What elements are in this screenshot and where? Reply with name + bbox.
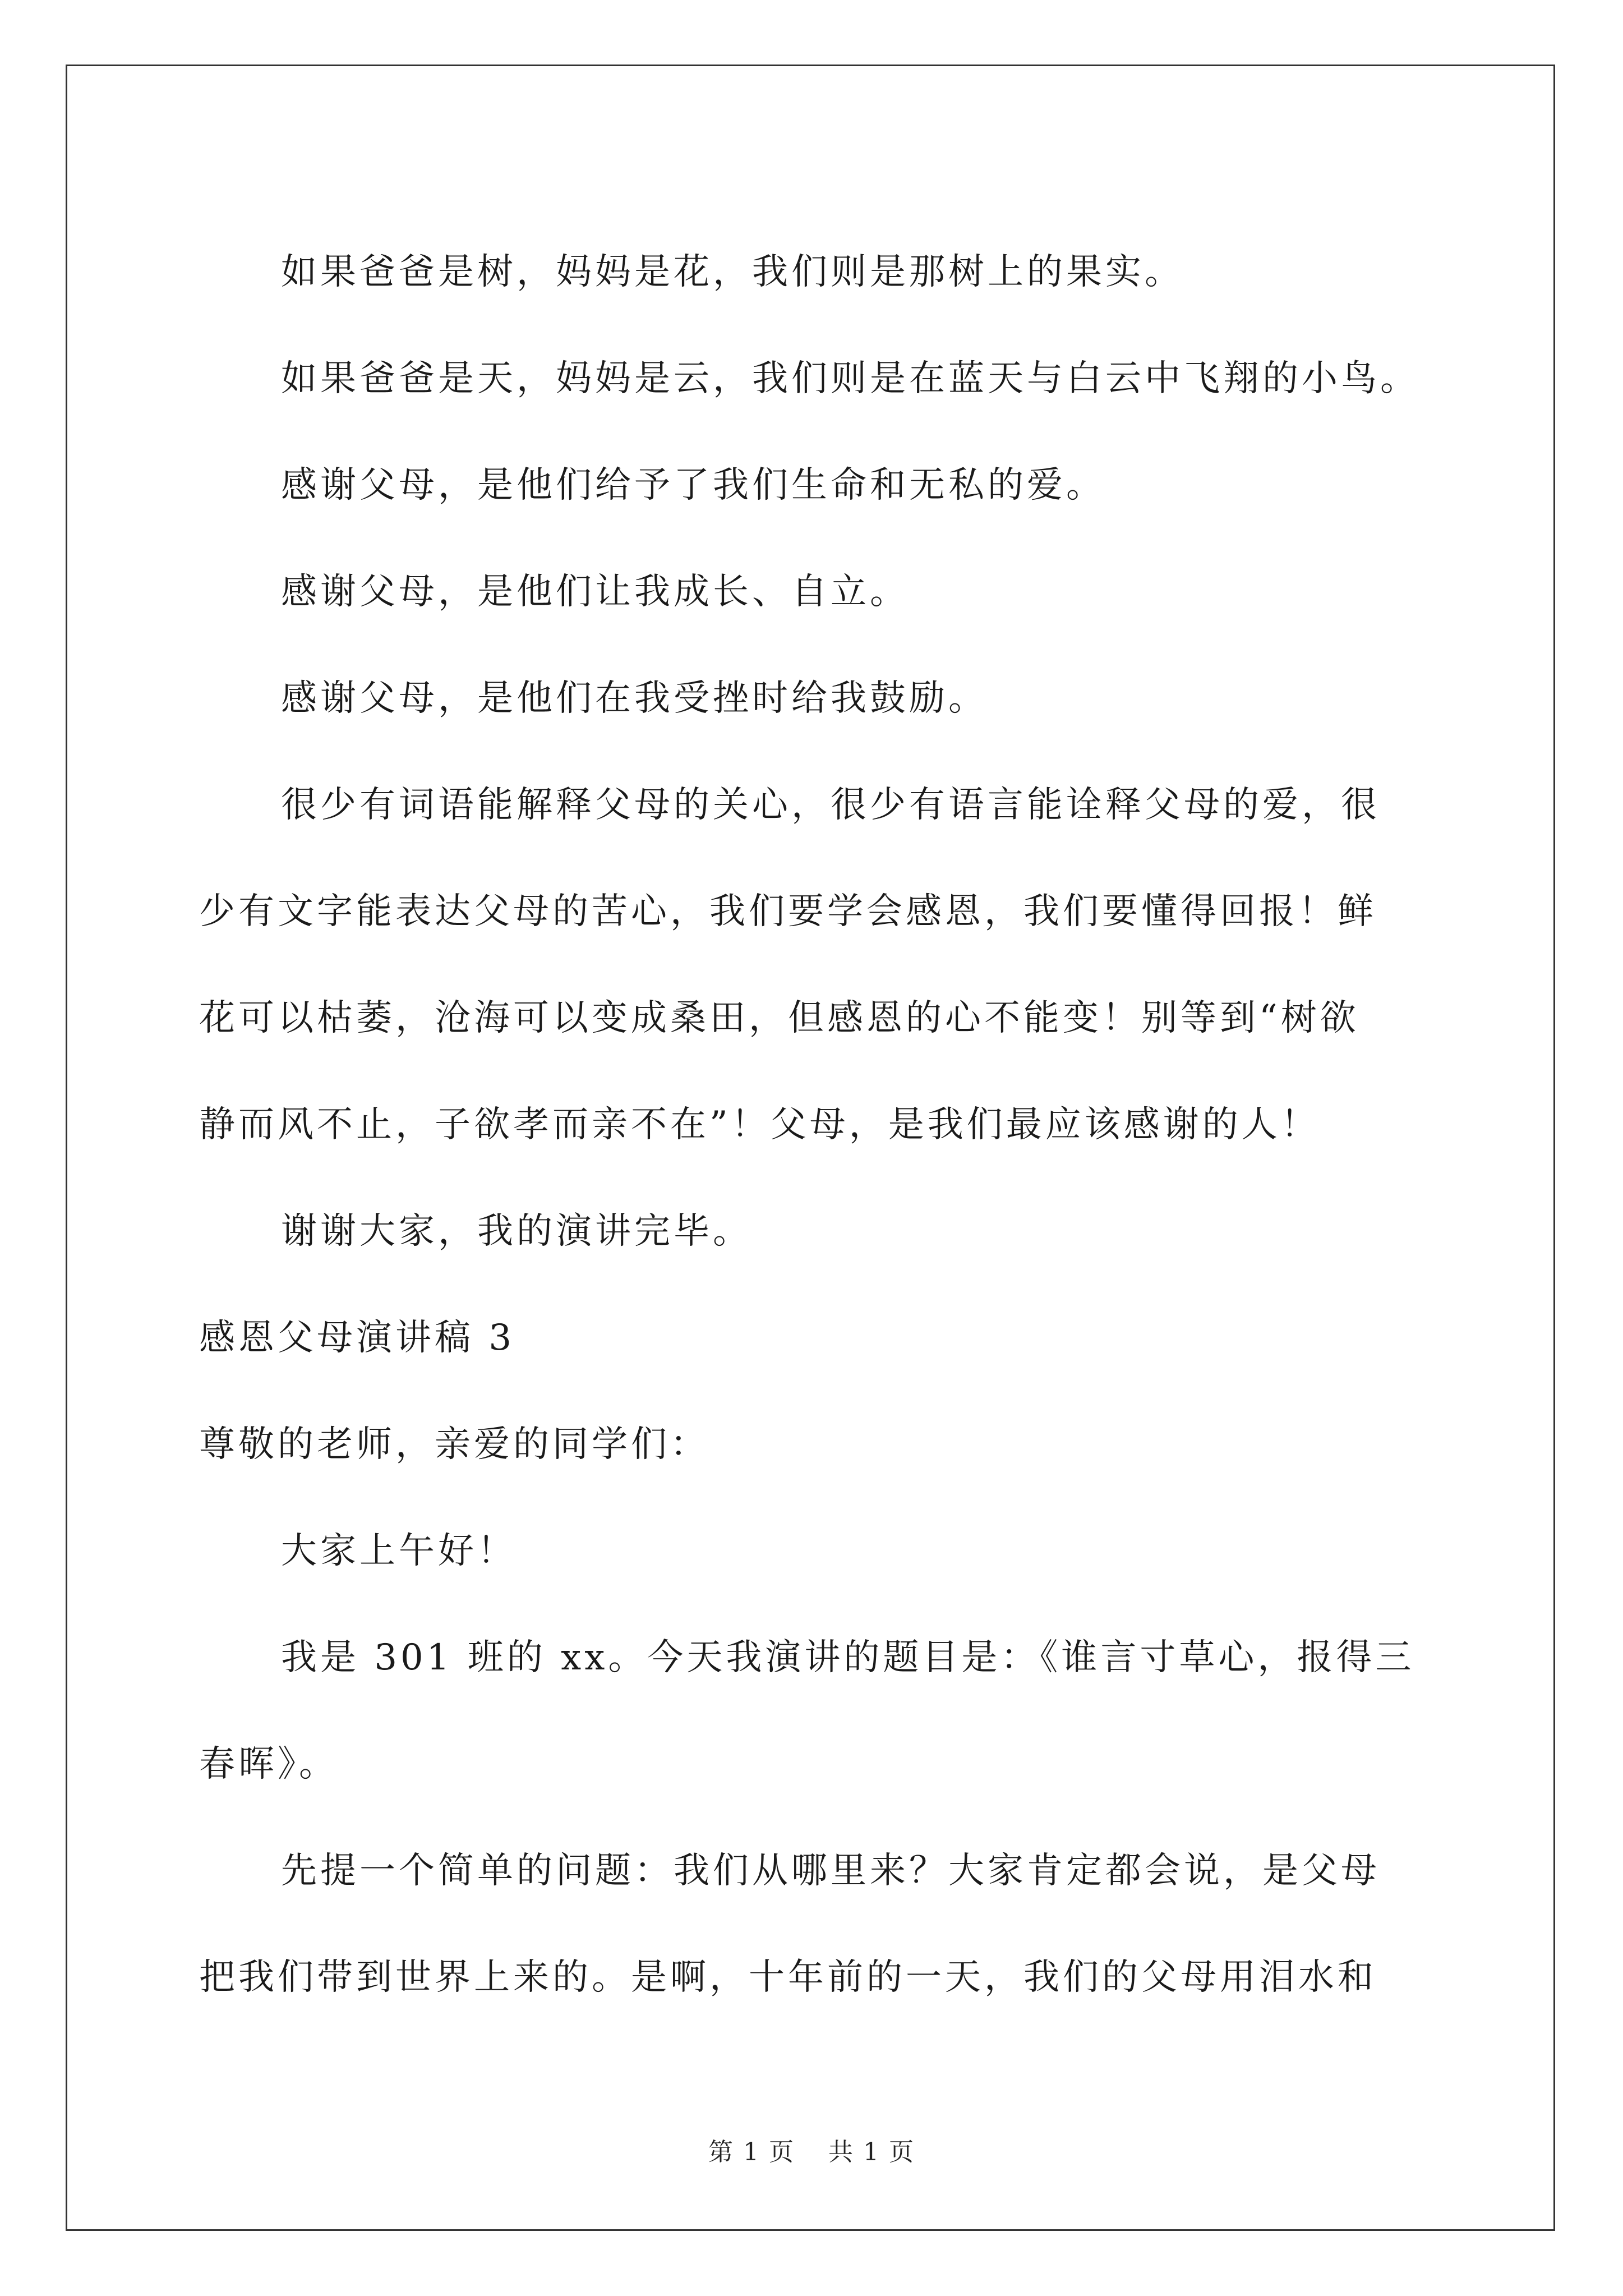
page-number: 第 1 页 [708,2138,795,2166]
text-line: 谢谢大家，我的演讲完毕。 [281,1211,752,1252]
text-line: 如果爸爸是树，妈妈是花，我们则是那树上的果实。 [281,251,1184,293]
salutation: 尊敬的老师，亲爱的同学们： [199,1424,709,1465]
page-total: 共 1 页 [828,2138,915,2166]
text-line: 很少有词语能解释父母的关心，很少有语言能诠释父母的爱，很 [281,784,1380,826]
text-line: 感谢父母，是他们给予了我们生命和无私的爱。 [281,464,1105,506]
text-line: 我是 301 班的 xx。今天我演讲的题目是：《谁言寸草心，报得三 [281,1637,1415,1678]
text-line: 把我们带到世界上来的。是啊，十年前的一天，我们的父母用泪水和 [199,1957,1377,1998]
section-heading: 感恩父母演讲稿 3 [199,1317,515,1359]
text-line: 大家上午好！ [281,1530,517,1572]
text-line: 少有文字能表达父母的苦心，我们要学会感恩，我们要懂得回报！鲜 [199,891,1377,932]
document-body [199,219,1422,2031]
text-line: 感谢父母，是他们让我成长、自立。 [281,571,909,613]
text-line: 春晖》。 [199,1743,338,1785]
text-line: 静而风不止，子欲孝而亲不在”！父母，是我们最应该感谢的人！ [199,1104,1320,1145]
text-line: 如果爸爸是天，妈妈是云，我们则是在蓝天与白云中飞翔的小鸟。 [281,358,1419,399]
text-line: 花可以枯萎，沧海可以变成桑田，但感恩的心不能变！别等到“树欲 [199,997,1359,1039]
page-footer [0,2132,1623,2168]
text-line: 感谢父母，是他们在我受挫时给我鼓励。 [281,678,988,719]
text-line: 先提一个简单的问题：我们从哪里来？大家肯定都会说，是父母 [281,1850,1380,1892]
